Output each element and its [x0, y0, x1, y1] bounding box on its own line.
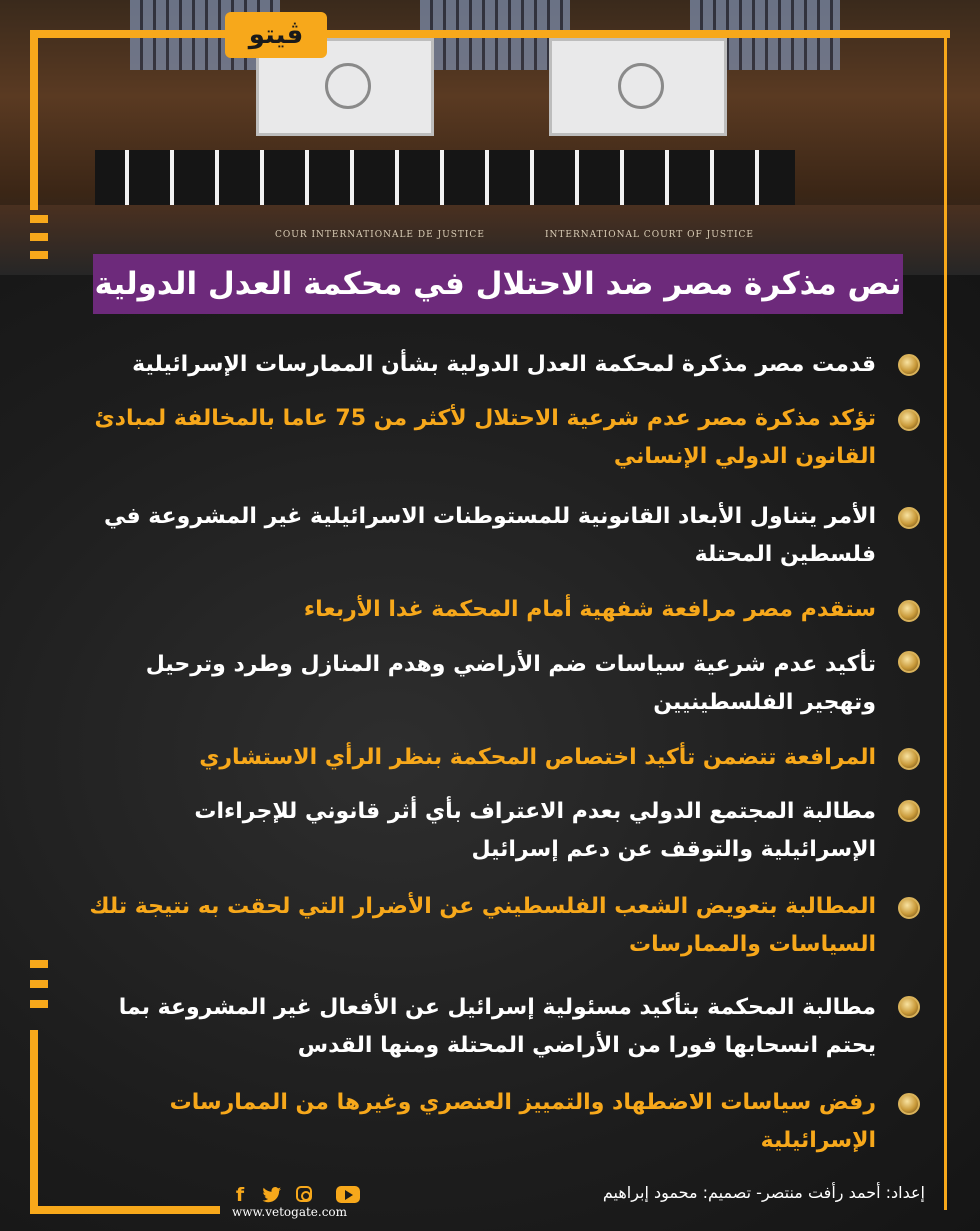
court-seal-icon — [325, 63, 371, 109]
veto-logo — [225, 12, 327, 58]
list-item-text: قدمت مصر مذكرة لمحكمة العدل الدولية بشأن الممارسات الإسرائيلية — [132, 352, 876, 377]
court-label-fr: COUR INTERNATIONALE DE JUSTICE — [275, 230, 485, 240]
bullet-icon — [898, 748, 920, 770]
bullet-icon — [898, 354, 920, 376]
list-item-text: تؤكد مذكرة مصر عدم شرعية الاحتلال لأكثر من 75 عاما بالمخالفة لمبادئ القانون الدولي الإنساني — [94, 406, 876, 469]
projection-screen — [549, 38, 727, 136]
list-item-text: مطالبة المجتمع الدولي بعدم الاعتراف بأي أثر قانوني للإجراءات الإسرائيلية والتوقف عن دعم إسرائيل — [194, 799, 876, 862]
frame-right-line — [944, 30, 947, 1210]
bullet-icon — [898, 651, 920, 673]
list-item-text: مطالبة المحكمة بتأكيد مسئولية إسرائيل عن الأفعال غير المشروعة بما يحتم انسحابها فورا من الأراضي المحتلة ومنها القدس — [118, 995, 876, 1058]
bullet-icon — [898, 800, 920, 822]
page-title: نص مذكرة مصر ضد الاحتلال في محكمة العدل الدولية — [94, 266, 902, 302]
bullet-icon — [898, 897, 920, 919]
credits: إعداد: أحمد رأفت منتصر- تصميم: محمود إبراهيم — [602, 1183, 925, 1202]
bullet-icon — [898, 409, 920, 431]
courtroom-photo — [0, 0, 980, 275]
court-seal-icon — [618, 63, 664, 109]
logo-text: ڤيتو — [248, 20, 304, 50]
bullet-icon — [898, 1093, 920, 1115]
frame-left-bar — [30, 1030, 38, 1214]
frame-dash — [30, 980, 48, 988]
bullet-icon — [898, 507, 920, 529]
frame-dash — [30, 251, 48, 259]
frame-top-bar — [30, 30, 950, 38]
judges-bench — [95, 150, 795, 210]
youtube-icon[interactable] — [336, 1186, 360, 1203]
title-banner — [93, 254, 903, 314]
frame-dash — [30, 215, 48, 223]
frame-dash — [30, 960, 48, 968]
frame-dash — [30, 233, 48, 241]
list-item-text: رفض سياسات الاضطهاد والتمييز العنصري وغيرها من الممارسات الإسرائيلية — [169, 1090, 876, 1153]
facebook-icon[interactable]: f — [235, 1184, 245, 1206]
frame-dash — [30, 1000, 48, 1008]
list-item-text: المطالبة بتعويض الشعب الفلسطيني عن الأضرار التي لحقت به نتيجة تلك السياسات والممارسات — [89, 894, 876, 957]
list-item-text: المرافعة تتضمن تأكيد اختصاص المحكمة بنظر الرأي الاستشاري — [199, 745, 876, 770]
bullet-icon — [898, 600, 920, 622]
frame-left-bar — [30, 30, 38, 210]
website-url[interactable]: www.vetogate.com — [232, 1205, 348, 1219]
bullet-icon — [898, 996, 920, 1018]
court-label-en: INTERNATIONAL COURT OF JUSTICE — [545, 230, 754, 240]
list-item-text: ستقدم مصر مرافعة شفهية أمام المحكمة غدا الأربعاء — [303, 597, 876, 622]
list-item-text: الأمر يتناول الأبعاد القانونية للمستوطنات الاسرائيلية غير المشروعة في فلسطين المحتلة — [103, 504, 876, 567]
twitter-icon[interactable] — [262, 1186, 282, 1204]
frame-bottom-bar — [30, 1206, 220, 1214]
list-item-text: تأكيد عدم شرعية سياسات ضم الأراضي وهدم المنازل وطرد وترحيل وتهجير الفلسطينيين — [145, 652, 876, 715]
instagram-icon[interactable] — [296, 1186, 312, 1202]
